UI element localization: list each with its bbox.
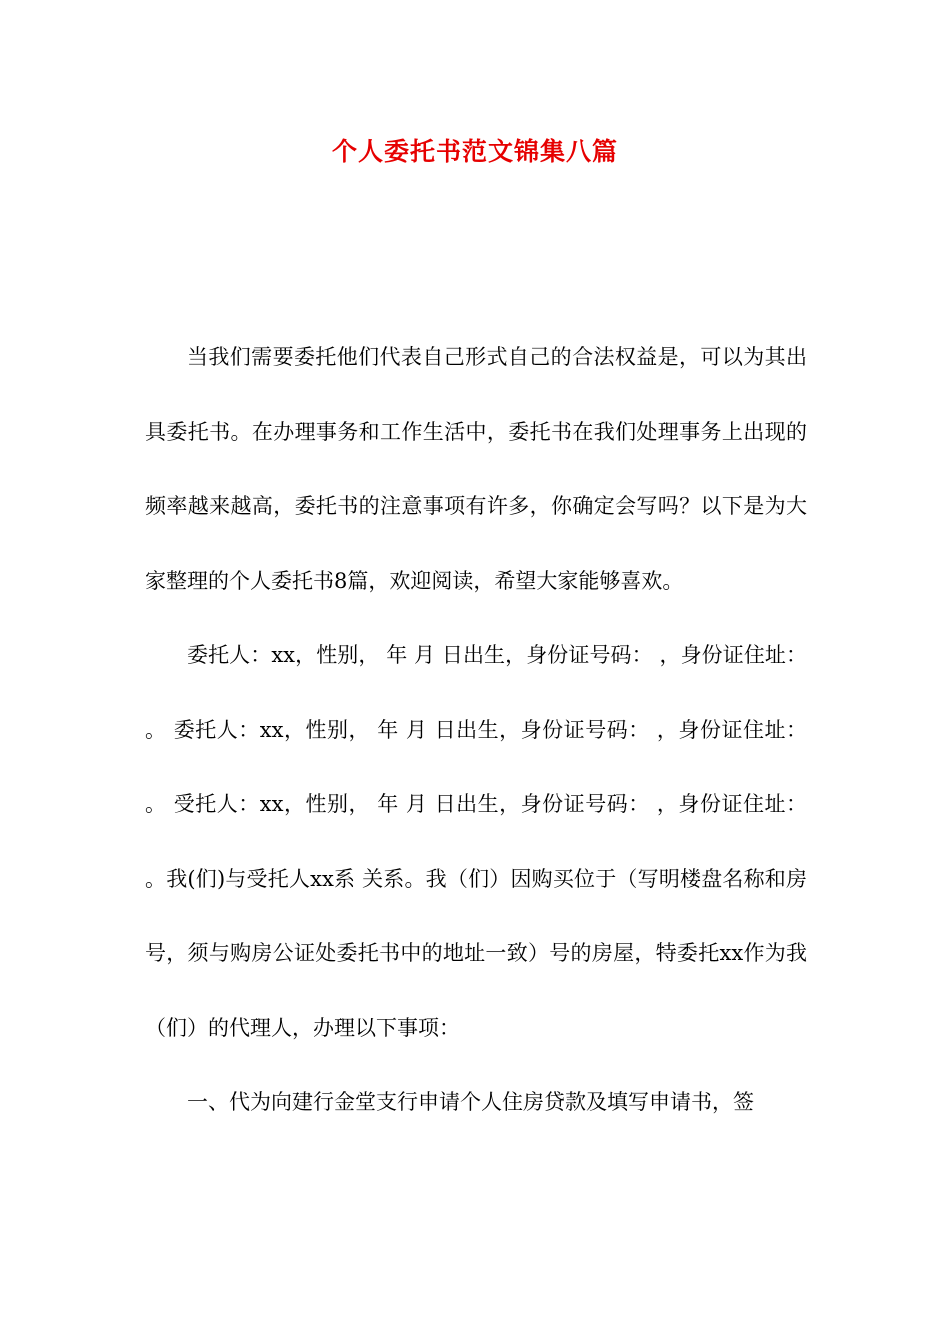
paragraph-intro: 当我们需要委托他们代表自己形式自己的合法权益是，可以为其出具委托书。在办理事务和工作生活中，委托书在我们处理事务上出现的频率越来越高，委托书的注意事项有许多，你确定会写吗？以下是为大家整理的个人委托书8篇，欢迎阅读，希望大家能够喜欢。 bbox=[145, 345, 807, 593]
document-title: 个人委托书范文锦集八篇 bbox=[331, 137, 618, 166]
paragraph-item-1: 一、代为向建行金堂支行申请个人住房贷款及填写申请书，签 bbox=[187, 1090, 754, 1114]
paragraph-parties: 委托人：xx，性别， 年 月 日出生，身份证号码： ，身份证住址： 。 委托人：xx，性别， 年 月 日出生，身份证号码： ，身份证住址： 。 受托人：xx，性别， 年 月 日出生，身份证号码： ，身份证住址： 。我(们)与受托人xx系 关系。我（们）因购买位于（写明楼盘名称和房号，须与购房公证处委托书中的地址一致）号的房屋，特委托xx作为我（们）的代理人，办理以下事项： bbox=[145, 643, 807, 1040]
document-body bbox=[145, 320, 807, 1140]
